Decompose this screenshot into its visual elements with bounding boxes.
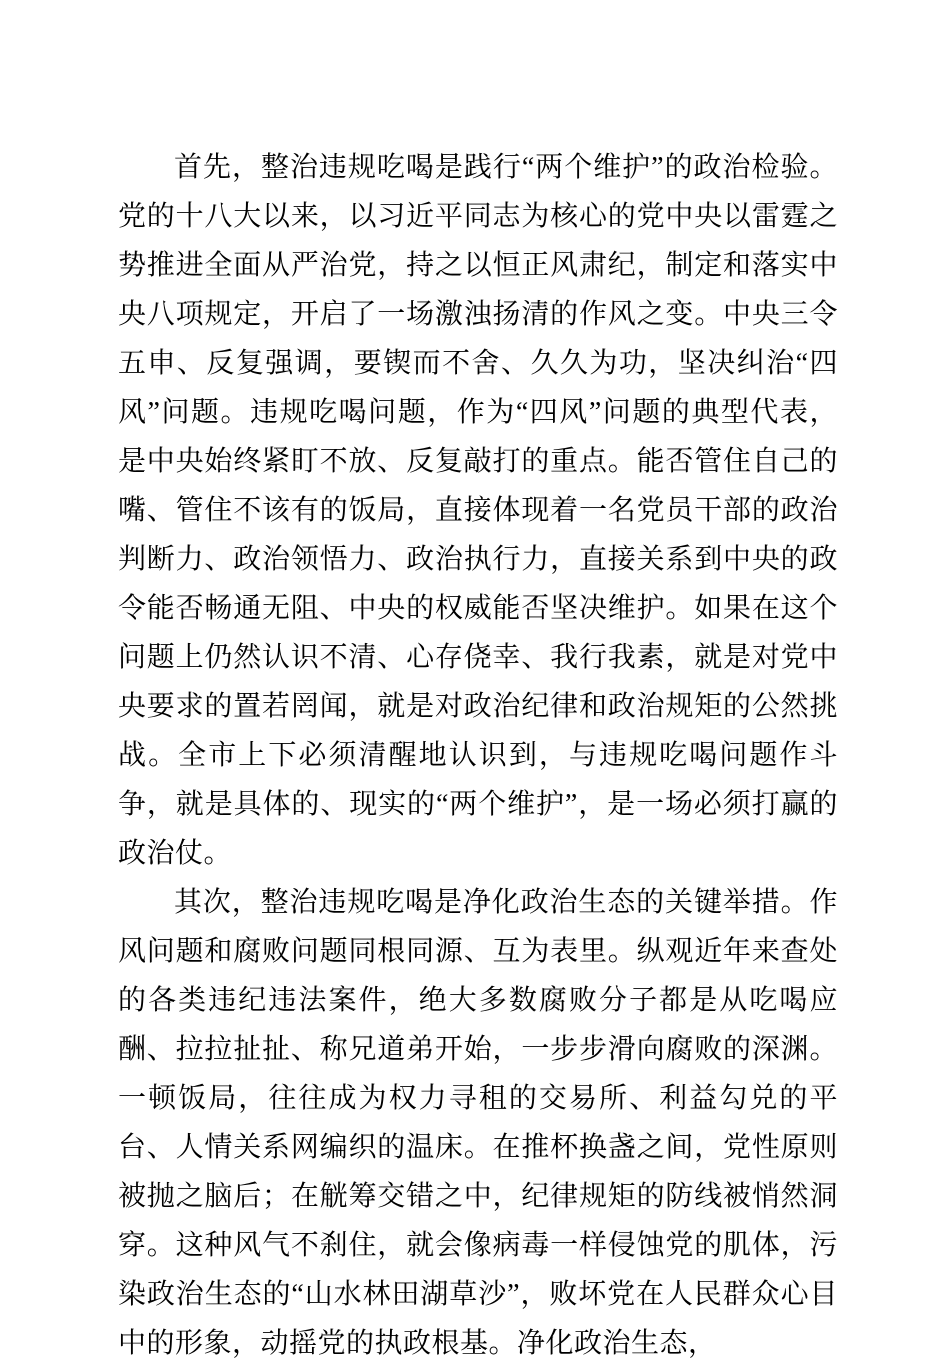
paragraph-2: 其次，整治违规吃喝是净化政治生态的关键举措。作风问题和腐败问题同根同源、互为表里。纵观近年来查处的各类违纪违法案件，绝大多数腐败分子都是从吃喝应酬、拉拉扯扯、称兄道弟开始，一步步滑向腐败的深渊。一顿饭局，往往成为权力寻租的交易所、利益勾兑的平台、人情关系网编织的温床。在推杯换盏之间，党性原则被抛之脑后；在觥筹交错之中，纪律规矩的防线被悄然洞穿。这种风气不刹住，就会像病毒一样侵蚀党的肌体，污染政治生态的“山水林田湖草沙”，败坏党在人民群众心目中的形象，动摇党的执政根基。净化政治生态， (118, 887, 838, 1359)
paragraph-1: 首先，整治违规吃喝是践行“两个维护”的政治检验。党的十八大以来，以习近平同志为核心的党中央以雷霆之势推进全面从严治党，持之以恒正风肃纪，制定和落实中央八项规定，开启了一场激浊扬清的作风之变。中央三令五申、反复强调，要锲而不舍、久久为功，坚决纠治“四风”问题。违规吃喝问题，作为“四风”问题的典型代表，是中央始终紧盯不放、反复敲打的重点。能否管住自己的嘴、管住不该有的饭局，直接体现着一名党员干部的政治判断力、政治领悟力、政治执行力，直接关系到中央的政令能否畅通无阻、中央的权威能否坚决维护。如果在这个问题上仍然认识不清、心存侥幸、我行我素，就是对党中央要求的置若罔闻，就是对政治纪律和政治规矩的公然挑战。全市上下必须清醒地认识到，与违规吃喝问题作斗争，就是具体的、现实的“两个维护”，是一场必须打赢的政治仗。 (118, 152, 838, 869)
document-text-body (118, 143, 838, 1368)
